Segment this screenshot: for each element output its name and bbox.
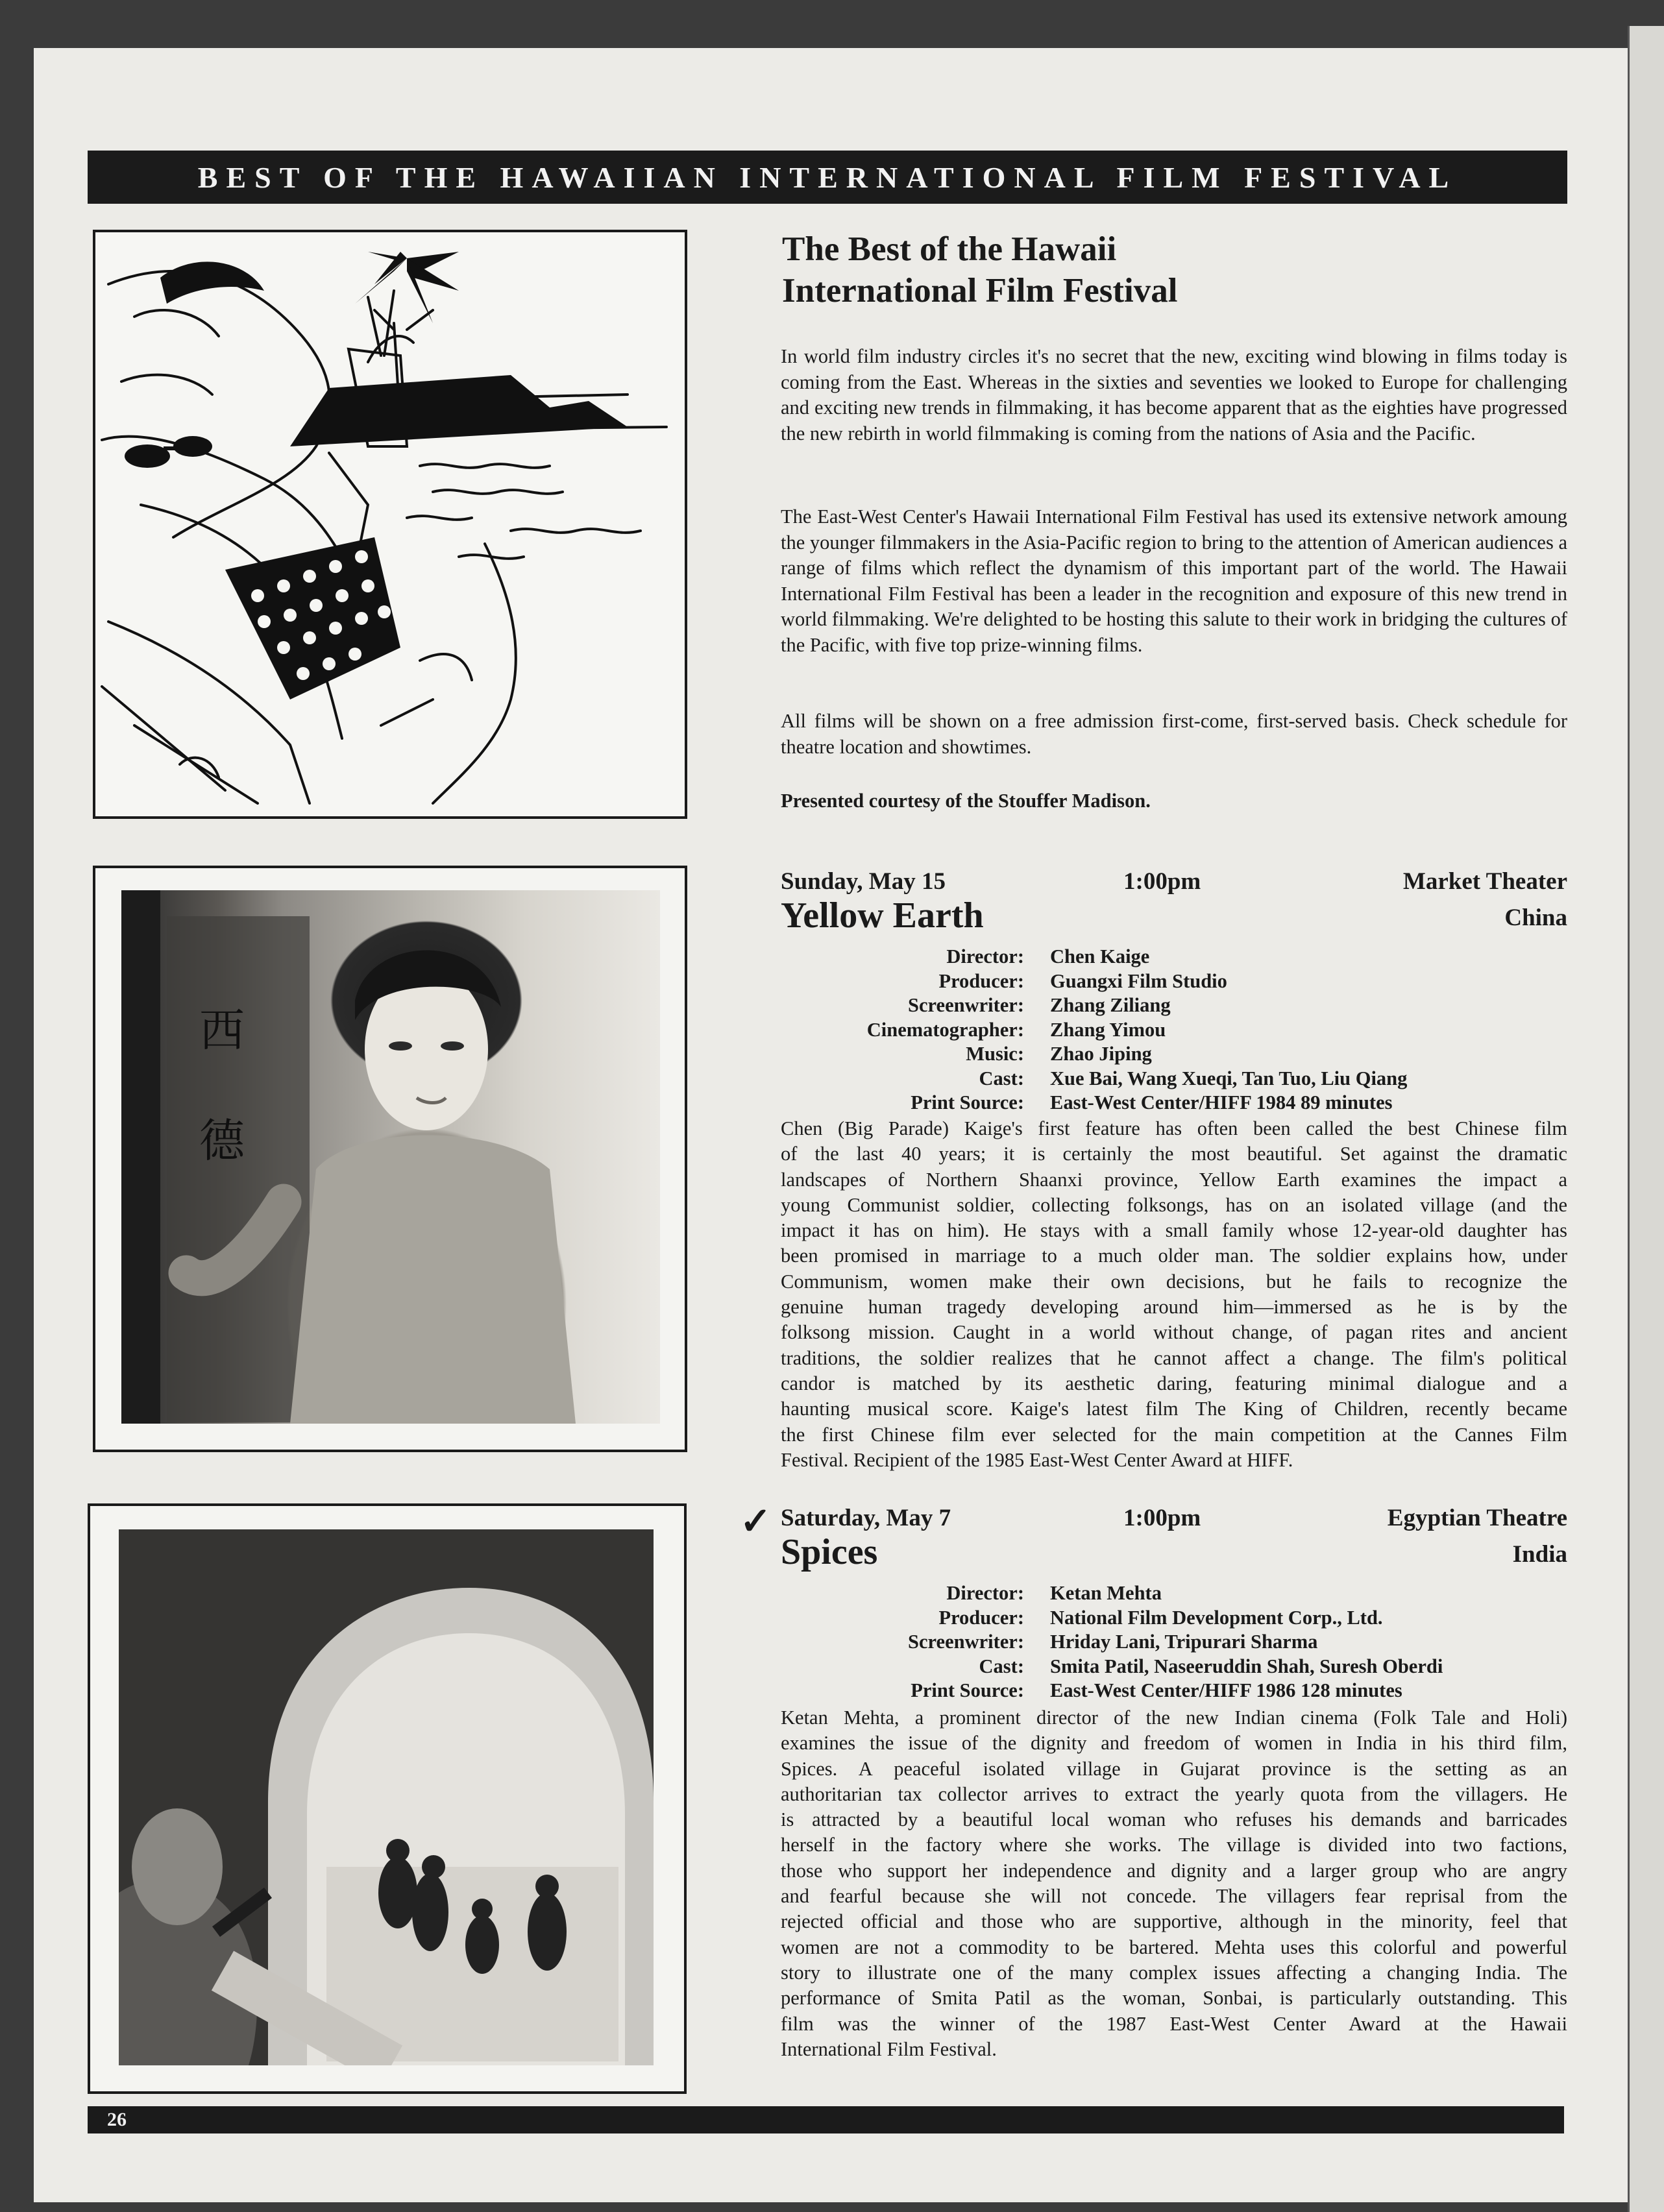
intro-paragraph-2 bbox=[781, 504, 1567, 658]
credit-row bbox=[781, 1091, 1567, 1115]
description-line: folksong mission. Caught in a world without change, of pagan rites and ancient bbox=[781, 1321, 1567, 1344]
next-page-edge bbox=[1628, 26, 1664, 2212]
intro-paragraph-2-text: The East-West Center's Hawaii International Film Festival has used its extensive network amoung the younger filmmakers in the Asia-Pacific region to bring to the attention of American audiences a range of films which reflect the dynamism of this important part of the world. The Hawaii International Film Festival has been a leader in the recognition and exposure of this new trend in world filmmaking. We're delighted to be hosting this salute to their work in bridging the cultures of the Pacific, with five top prize-winning films. bbox=[781, 505, 1568, 656]
checkmark-icon: ✓ bbox=[740, 1500, 772, 1542]
description-line: Spices. A peaceful isolated village in Gujarat province is the setting as an bbox=[781, 1757, 1567, 1780]
yellow-earth-photo-frame bbox=[93, 866, 687, 1452]
credit-role: Print Source: bbox=[911, 1091, 1024, 1113]
film-title: Yellow Earth bbox=[781, 895, 984, 936]
description-line: Ketan Mehta, a prominent director of the new Indian cinema (Folk Tale and Holi) bbox=[781, 1707, 1567, 1729]
credit-role: Print Source: bbox=[911, 1679, 1024, 1701]
description-line: and fearful because she will not concede. The villagers fear reprisal from the bbox=[781, 1885, 1567, 1908]
description-line: the first Chinese film ever selected for the main competition at the Cannes Film bbox=[781, 1423, 1567, 1446]
credit-row bbox=[781, 945, 1567, 969]
description-line: candor is matched by its aesthetic daring, featuring minimal dialogue and a bbox=[781, 1372, 1567, 1394]
intro-paragraph-4 bbox=[781, 788, 1567, 814]
credit-name: East-West Center/HIFF 1986 128 minutes bbox=[1050, 1679, 1402, 1701]
spices-photo-frame bbox=[88, 1503, 687, 2094]
credit-role: Director: bbox=[946, 1582, 1024, 1604]
intro-paragraph-1 bbox=[781, 344, 1567, 446]
film-title: Spices bbox=[781, 1532, 878, 1572]
description-line: authoritarian tax collector arrives to extract the yearly quota from the villagers. He bbox=[781, 1782, 1567, 1805]
film-time: 1:00pm bbox=[1123, 868, 1201, 895]
credit-row bbox=[781, 1581, 1567, 1606]
page-title bbox=[782, 228, 1528, 311]
credit-role: Producer: bbox=[938, 969, 1024, 992]
description-line: haunting musical score. Kaige's latest film The King of Children, recently became bbox=[781, 1398, 1567, 1420]
film-description-spices bbox=[781, 1705, 1567, 2062]
spices-photo-detail bbox=[119, 1529, 654, 2065]
credit-row bbox=[781, 969, 1567, 994]
film-theatre: Egyptian Theatre bbox=[1387, 1505, 1567, 1531]
description-line: been promised in marriage to a much older man. The soldier explains how, under bbox=[781, 1245, 1567, 1267]
credit-role: Music: bbox=[966, 1043, 1024, 1065]
description-line: Chen (Big Parade) Kaige's first feature has often been called the best Chinese film bbox=[781, 1117, 1567, 1139]
yellow-earth-photo bbox=[121, 890, 660, 1424]
credit-row bbox=[781, 1018, 1567, 1043]
credit-name: Hriday Lani, Tripurari Sharma bbox=[1050, 1631, 1318, 1653]
credit-name: Zhang Yimou bbox=[1050, 1018, 1166, 1041]
film-theatre: Market Theater bbox=[1402, 868, 1567, 895]
credit-name: Chen Kaige bbox=[1050, 945, 1150, 967]
credit-row bbox=[781, 1655, 1567, 1679]
credit-row bbox=[781, 1606, 1567, 1631]
credit-name: East-West Center/HIFF 1984 89 minutes bbox=[1050, 1091, 1393, 1113]
film-description-yellow-earth bbox=[781, 1116, 1567, 1473]
footer-bar bbox=[88, 2106, 1564, 2133]
credit-name: Zhao Jiping bbox=[1050, 1043, 1152, 1065]
credit-role: Cast: bbox=[979, 1067, 1024, 1089]
spices-photo bbox=[119, 1529, 654, 2065]
credit-row bbox=[781, 1042, 1567, 1067]
svg-text:德: 德 bbox=[199, 1114, 245, 1167]
credit-role: Cinematographer: bbox=[866, 1018, 1024, 1041]
intro-paragraph-1-text: In world film industry circles it's no secret that the new, exciting wind blowing in films today is coming from the East. Whereas in the sixties and seventies we looked to Europe for challenging and exciting new trends in filmmaking, it has become apparent that as the eighties have progressed the new rebirth in world filmmaking is coming from the nations of Asia and the Pacific. bbox=[781, 345, 1567, 444]
credit-name: Xue Bai, Wang Xueqi, Tan Tuo, Liu Qiang bbox=[1050, 1067, 1408, 1089]
description-line: rejected official and those who are supportive, although in the minority, feel that bbox=[781, 1910, 1567, 1933]
credit-name: Guangxi Film Studio bbox=[1050, 969, 1227, 992]
intro-paragraph-4-text: Presented courtesy of the Stouffer Madison. bbox=[781, 790, 1151, 812]
film-date: Sunday, May 15 bbox=[781, 868, 946, 895]
description-line: those who support her independence and dignity and a larger group who are angry bbox=[781, 1859, 1567, 1882]
illustration-beach-frame bbox=[93, 230, 687, 819]
credit-name: Zhang Ziliang bbox=[1050, 994, 1171, 1016]
description-line: Festival. Recipient of the 1985 East-West Center Award at HIFF. bbox=[781, 1448, 1293, 1471]
description-line: Communism, women make their own decisions, but he fails to recognize the bbox=[781, 1270, 1567, 1293]
description-line: women are not a commodity to be bartered. Mehta uses this colorful and powerful bbox=[781, 1936, 1567, 1958]
credit-role: Screenwriter: bbox=[908, 1631, 1024, 1653]
film-credits-yellow-earth bbox=[781, 945, 1567, 1115]
description-line: examines the issue of the dignity and freedom of women in India in his third film, bbox=[781, 1732, 1567, 1755]
page-number: 26 bbox=[107, 2109, 127, 2130]
film-header-yellow-earth bbox=[781, 868, 1567, 936]
description-line: genuine human tragedy developing around him—immersed as he is by the bbox=[781, 1296, 1567, 1319]
beach-illustration bbox=[95, 232, 685, 816]
description-line: impact it has on him). He stays with a small family whose 12-year-old daughter has bbox=[781, 1219, 1567, 1242]
description-line: young Communist soldier, collecting folksongs, has on an isolated village (and the bbox=[781, 1193, 1567, 1216]
credit-row bbox=[781, 1679, 1567, 1703]
credit-name: National Film Development Corp., Ltd. bbox=[1050, 1606, 1383, 1629]
description-line: landscapes of Northern Shaanxi province, Yellow Earth examines the impact a bbox=[781, 1168, 1567, 1191]
film-country: India bbox=[1512, 1541, 1567, 1568]
credit-role: Screenwriter: bbox=[908, 994, 1024, 1016]
credit-row bbox=[781, 1630, 1567, 1655]
description-line: is attracted by a beautiful local woman who refuses his demands and barricades bbox=[781, 1808, 1567, 1831]
intro-paragraph-3 bbox=[781, 709, 1567, 760]
film-date: Saturday, May 7 bbox=[781, 1505, 951, 1531]
credit-role: Producer: bbox=[938, 1606, 1024, 1629]
svg-text:西: 西 bbox=[199, 1004, 245, 1057]
film-country: China bbox=[1504, 905, 1567, 931]
credit-name: Ketan Mehta bbox=[1050, 1582, 1162, 1604]
description-line: traditions, the soldier realizes that he cannot affect a change. The film's political bbox=[781, 1346, 1567, 1369]
page-title-line-1: The Best of the Hawaii bbox=[782, 230, 1117, 268]
film-credits-spices bbox=[781, 1581, 1567, 1703]
page-title-line-2: International Film Festival bbox=[782, 272, 1178, 310]
intro-paragraph-3-text: All films will be shown on a free admission first-come, first-served basis. Check schedule for theatre location and showtimes. bbox=[781, 710, 1567, 758]
credit-role: Cast: bbox=[979, 1655, 1024, 1677]
description-line: performance of Smita Patil as the woman, Sonbai, is particularly outstanding. This bbox=[781, 1987, 1567, 2010]
yellow-earth-photo-detail bbox=[121, 890, 660, 1424]
credit-row bbox=[781, 1067, 1567, 1091]
credit-role: Director: bbox=[946, 945, 1024, 967]
description-line: story to illustrate one of the many complex issues affecting a changing India. The bbox=[781, 1961, 1567, 1984]
description-line: herself in the factory where she works. The village is divided into two factions, bbox=[781, 1834, 1567, 1856]
section-banner-text: BEST OF THE HAWAIIAN INTERNATIONAL FILM FESTIVAL bbox=[197, 160, 1458, 194]
description-line: International Film Festival. bbox=[781, 2037, 997, 2060]
film-header-spices bbox=[781, 1504, 1567, 1572]
credit-name: Smita Patil, Naseeruddin Shah, Suresh Oberdi bbox=[1050, 1655, 1443, 1677]
description-line: of the last 40 years; it is certainly the most beautiful. Set against the dramatic bbox=[781, 1143, 1567, 1165]
film-time: 1:00pm bbox=[1123, 1505, 1201, 1531]
section-banner bbox=[88, 151, 1567, 204]
credit-row bbox=[781, 993, 1567, 1018]
description-line: film was the winner of the 1987 East-West Center Award at the Hawaii bbox=[781, 2012, 1567, 2035]
